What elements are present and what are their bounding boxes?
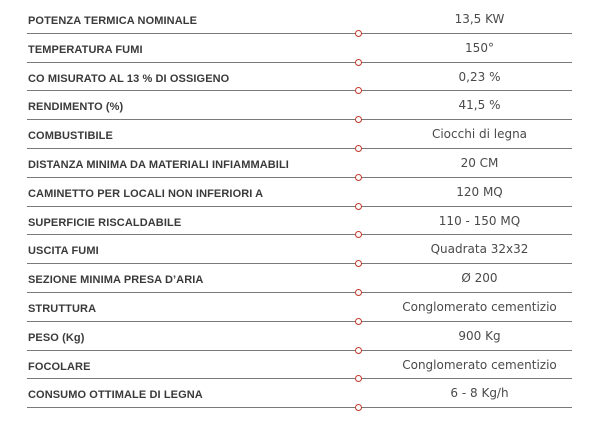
spec-row-uscita-fumi <box>27 238 572 267</box>
circle-marker-icon <box>355 203 362 210</box>
spec-label: CONSUMO OTTIMALE DI LEGNA <box>28 389 203 402</box>
circle-marker-icon <box>355 59 362 66</box>
circle-marker-icon <box>355 30 362 37</box>
spec-row-rendimento <box>27 94 572 123</box>
spec-label: CO MISURATO AL 13 % DI OSSIGENO <box>28 72 230 85</box>
spec-label: RENDIMENTO (%) <box>28 101 124 114</box>
spec-row-presa-aria <box>27 267 572 296</box>
spec-value: 13,5 KW <box>454 12 505 26</box>
spec-value: Ciocchi di legna <box>431 127 528 142</box>
spec-label: PESO (Kg) <box>28 331 85 344</box>
spec-value: 900 Kg <box>458 328 501 343</box>
spec-label: POTENZA TERMICA NOMINALE <box>28 15 198 27</box>
spec-label: STRUTTURA <box>28 302 97 315</box>
spec-label: CAMINETTO PER LOCALI NON INFERIORI A <box>28 187 264 200</box>
spec-row-temperatura <box>27 37 572 66</box>
spec-value: Conglomerato cementizio <box>402 299 557 314</box>
circle-marker-icon <box>355 116 362 123</box>
circle-marker-icon <box>355 260 362 267</box>
row-divider <box>27 234 572 235</box>
circle-marker-icon <box>355 87 362 94</box>
spec-row-peso <box>27 325 572 354</box>
row-divider <box>27 407 572 408</box>
spec-label: SUPERFICIE RISCALDABILE <box>28 216 182 229</box>
row-divider <box>27 177 572 178</box>
row-divider <box>27 62 572 63</box>
spec-label: USCITA FUMI <box>28 245 99 258</box>
spec-value: 110 - 150 MQ <box>438 213 521 228</box>
spec-row-struttura <box>27 296 572 325</box>
spec-row-potenza <box>27 8 572 37</box>
circle-marker-icon <box>355 404 362 411</box>
circle-marker-icon <box>355 289 362 296</box>
spec-label: DISTANZA MINIMA DA MATERIALI INFIAMMABILI <box>28 158 289 171</box>
row-divider <box>27 321 572 322</box>
row-divider <box>27 119 572 120</box>
row-divider <box>27 350 572 351</box>
spec-value: 41,5 % <box>458 98 501 113</box>
row-divider <box>27 90 572 91</box>
circle-marker-icon <box>355 347 362 354</box>
row-divider <box>27 33 572 34</box>
spec-value: 150° <box>465 40 494 55</box>
spec-label: SEZIONE MINIMA PRESA D’ARIA <box>28 274 204 287</box>
spec-label: FOCOLARE <box>28 360 91 373</box>
circle-marker-icon <box>355 231 362 238</box>
spec-row-caminetto <box>27 181 572 210</box>
row-divider <box>27 206 572 207</box>
spec-row-co <box>27 66 572 95</box>
circle-marker-icon <box>355 318 362 325</box>
spec-value: 20 CM <box>460 155 499 170</box>
spec-value: Ø 200 <box>461 271 498 286</box>
spec-value: 120 MQ <box>456 184 503 199</box>
spec-value: Quadrata 32x32 <box>430 242 529 257</box>
spec-value: 6 - 8 Kg/h <box>450 386 509 401</box>
circle-marker-icon <box>355 145 362 152</box>
spec-label: TEMPERATURA FUMI <box>28 43 143 56</box>
spec-row-distanza <box>27 152 572 181</box>
spec-row-consumo <box>27 382 572 411</box>
row-divider <box>27 263 572 264</box>
circle-marker-icon <box>355 375 362 382</box>
row-divider <box>27 292 572 293</box>
row-divider <box>27 148 572 149</box>
row-divider <box>27 378 572 379</box>
spec-row-focolare <box>27 354 572 383</box>
spec-value: Conglomerato cementizio <box>402 357 557 372</box>
circle-marker-icon <box>355 174 362 181</box>
spec-row-superficie <box>27 210 572 239</box>
spec-row-combustibile <box>27 123 572 152</box>
spec-label: COMBUSTIBILE <box>28 130 113 143</box>
spec-value: 0,23 % <box>458 69 501 84</box>
